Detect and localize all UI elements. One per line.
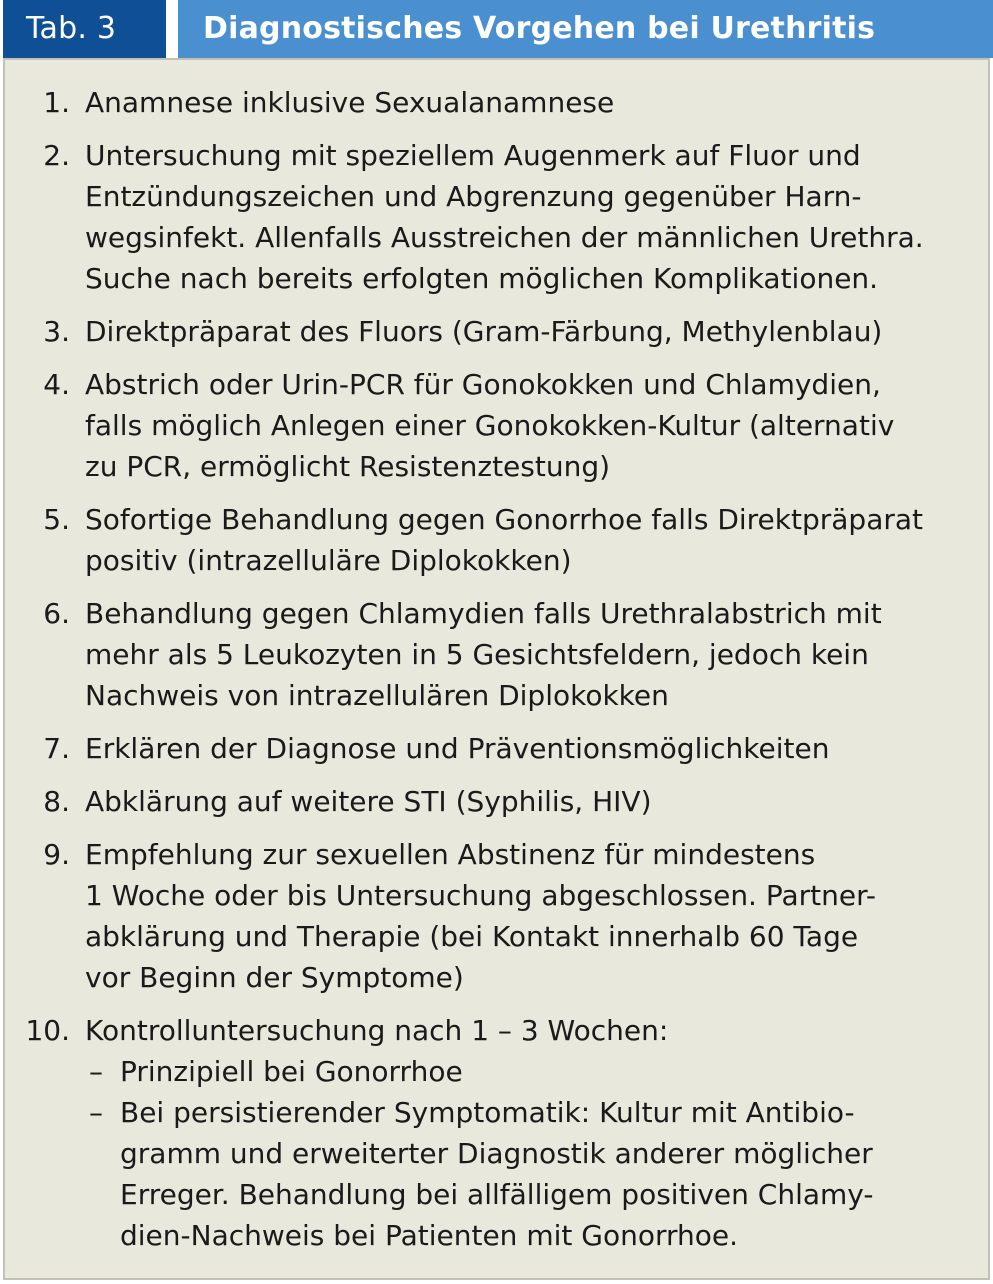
item-text — [85, 781, 988, 822]
item-text — [85, 82, 988, 123]
table-header — [0, 0, 993, 58]
item-text-line: Direktpräparat des Fluors (Gram-Färbung, Methylenblau) — [85, 315, 883, 348]
dash-bullet: – — [89, 1096, 103, 1129]
item-text-line: abklärung und Therapie (bei Kontakt innerhalb 60 Tage — [85, 920, 859, 953]
item-text — [85, 593, 988, 716]
table-content — [3, 58, 990, 1280]
item-text — [85, 364, 988, 487]
item-number: 4. — [43, 368, 70, 401]
list-item — [5, 728, 988, 769]
item-text-line: Suche nach bereits erfolgten möglichen Komplikationen. — [85, 262, 879, 295]
item-text-line: zu PCR, ermöglicht Resistenztestung) — [85, 450, 611, 483]
sub-list — [85, 1051, 970, 1256]
item-text-line: Kontrolluntersuchung nach 1 – 3 Wochen: — [85, 1014, 669, 1047]
item-text-line: Erklären der Diagnose und Präventionsmöglichkeiten — [85, 732, 830, 765]
table-title: Diagnostisches Vorgehen bei Urethritis — [178, 0, 993, 58]
list-item — [5, 311, 988, 352]
item-number: 1. — [43, 86, 70, 119]
dash-bullet: – — [89, 1055, 103, 1088]
item-number: 8. — [43, 785, 70, 818]
list-item — [5, 82, 988, 123]
item-text-line: Untersuchung mit speziellem Augenmerk auf Fluor und — [85, 139, 861, 172]
item-text-line: Abklärung auf weitere STI (Syphilis, HIV) — [85, 785, 652, 818]
item-text-line: Empfehlung zur sexuellen Abstinenz für mindestens — [85, 838, 816, 871]
sub-item-text-line: Bei persistierender Symptomatik: Kultur mit Antibio- — [120, 1096, 855, 1129]
list-item — [5, 781, 988, 822]
list-item — [5, 1010, 988, 1256]
item-text-line: Sofortige Behandlung gegen Gonorrhoe falls Direktpräparat — [85, 503, 924, 536]
list-item — [5, 499, 988, 581]
item-text — [85, 728, 988, 769]
item-number: 10. — [25, 1014, 70, 1047]
item-text — [85, 834, 988, 998]
sub-list-item — [85, 1051, 970, 1092]
item-number: 5. — [43, 503, 70, 536]
item-text — [85, 311, 988, 352]
item-text — [85, 499, 988, 581]
table-number-label: Tab. 3 — [3, 0, 166, 58]
list-item — [5, 364, 988, 487]
item-text-line: Behandlung gegen Chlamydien falls Urethralabstrich mit — [85, 597, 882, 630]
item-text-line: mehr als 5 Leukozyten in 5 Gesichtsfeldern, jedoch kein — [85, 638, 869, 671]
item-text-line: Nachweis von intrazellulären Diplokokken — [85, 679, 669, 712]
item-text-line: Anamnese inklusive Sexualanamnese — [85, 86, 615, 119]
sub-item-text-line: Erreger. Behandlung bei allfälligem positiven Chlamy- — [120, 1178, 874, 1211]
sub-item-text-line: Prinzipiell bei Gonorrhoe — [120, 1055, 463, 1088]
item-number: 3. — [43, 315, 70, 348]
item-text-line: Abstrich oder Urin-PCR für Gonokokken und Chlamydien, — [85, 368, 881, 401]
item-text — [85, 135, 988, 299]
item-number: 9. — [43, 838, 70, 871]
item-text-line: vor Beginn der Symptome) — [85, 961, 464, 994]
list-item — [5, 135, 988, 299]
item-text-line: positiv (intrazelluläre Diplokokken) — [85, 544, 572, 577]
item-text-line: Entzündungszeichen und Abgrenzung gegenüber Harn- — [85, 180, 862, 213]
item-text — [85, 1010, 988, 1256]
item-number: 7. — [43, 732, 70, 765]
sub-item-text-line: gramm und erweiterter Diagnostik anderer möglicher — [120, 1137, 873, 1170]
sub-list-item — [85, 1092, 970, 1256]
diagnostic-steps-list — [5, 82, 988, 1268]
sub-item-text-line: dien-Nachweis bei Patienten mit Gonorrhoe. — [120, 1219, 738, 1252]
item-text-line: falls möglich Anlegen einer Gonokokken-Kultur (alternativ — [85, 409, 895, 442]
item-text-line: wegsinfekt. Allenfalls Ausstreichen der männlichen Urethra. — [85, 221, 924, 254]
list-item — [5, 593, 988, 716]
list-item — [5, 834, 988, 998]
item-text-line: 1 Woche oder bis Untersuchung abgeschlossen. Partner- — [85, 879, 876, 912]
item-number: 2. — [43, 139, 70, 172]
item-number: 6. — [43, 597, 70, 630]
